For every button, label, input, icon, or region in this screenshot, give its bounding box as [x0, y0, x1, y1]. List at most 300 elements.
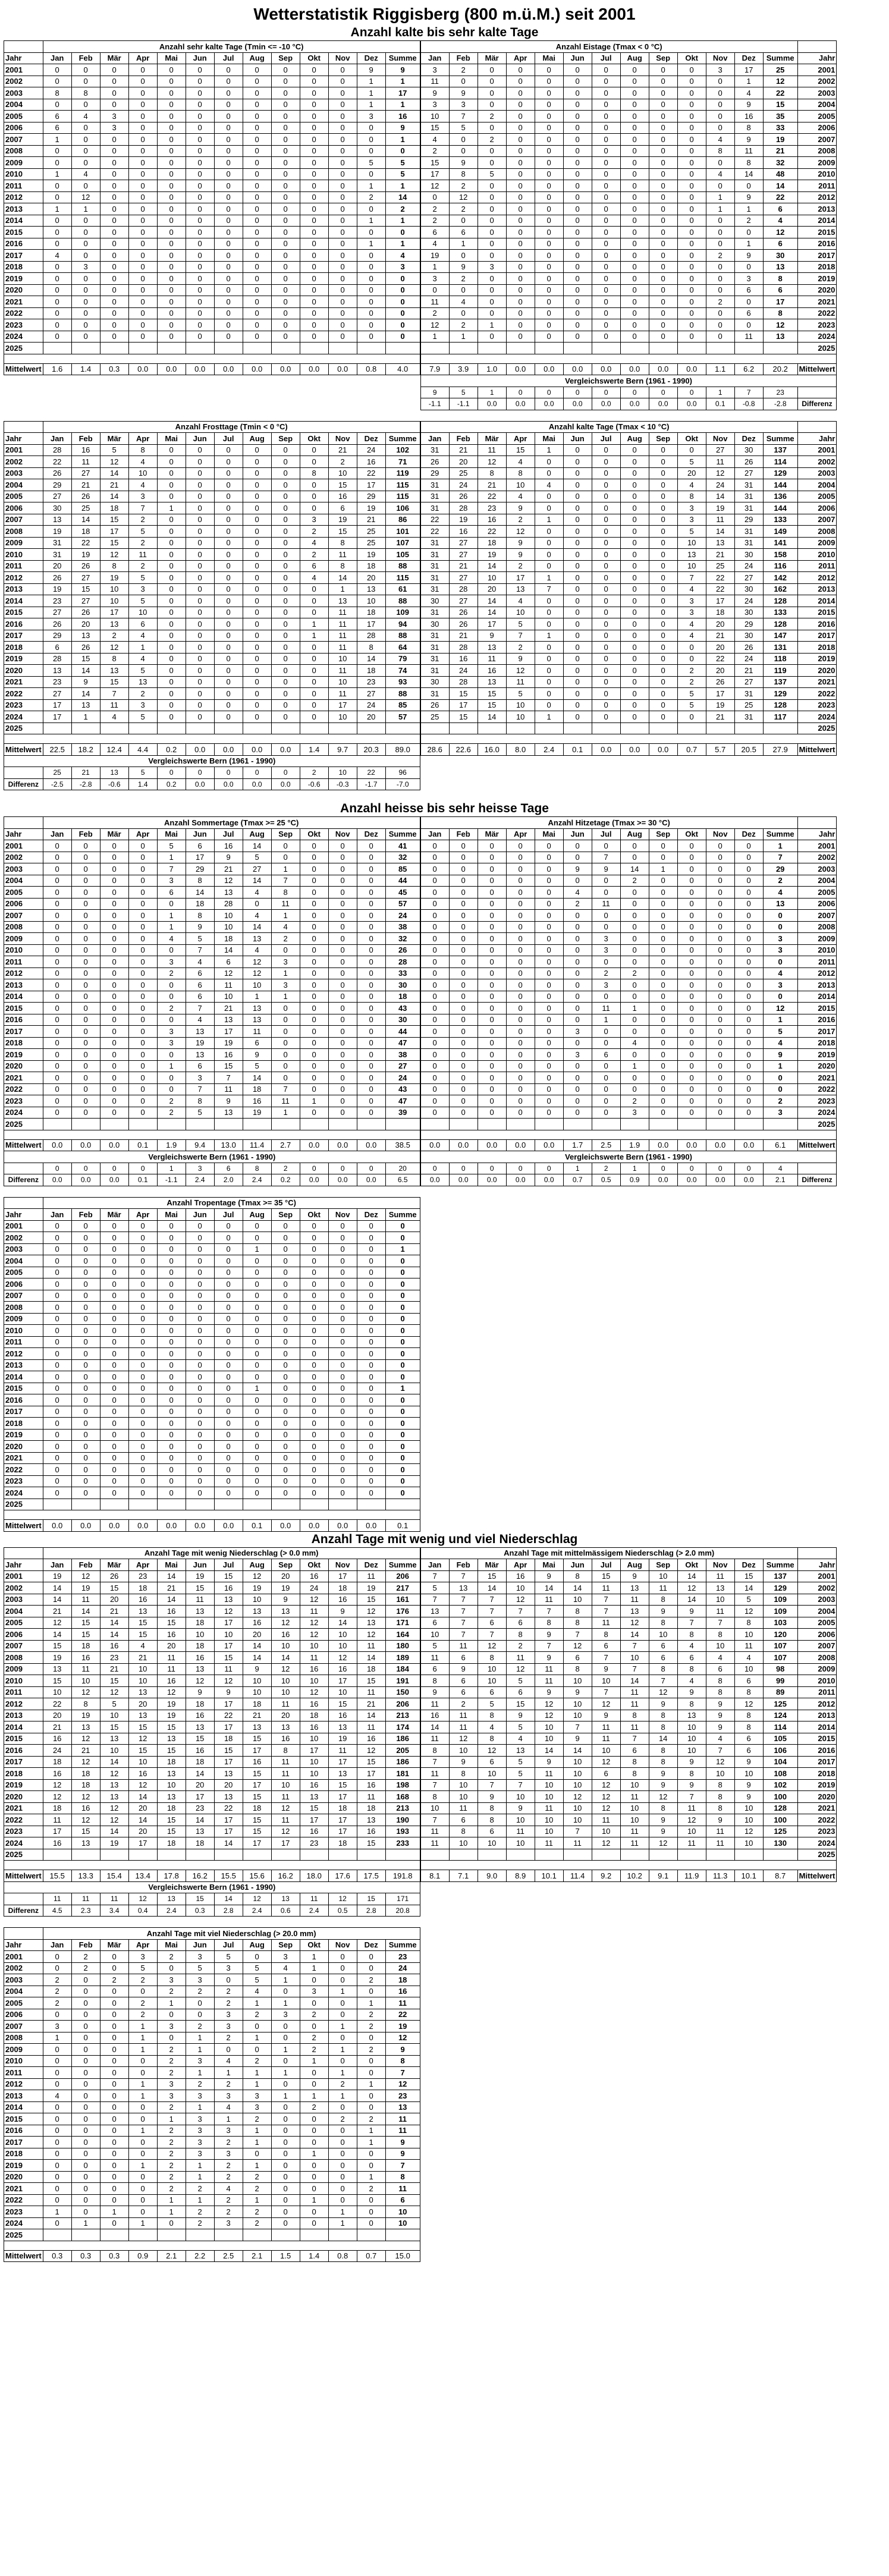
- value-cell: 0: [328, 2032, 357, 2044]
- value-cell: 23: [186, 1802, 214, 1814]
- table-row: [420, 467, 837, 479]
- value-cell: 0: [592, 1026, 620, 1038]
- value-cell: 9: [328, 1606, 357, 1617]
- value-cell: 0: [478, 1026, 506, 1038]
- value-cell: 0: [43, 1487, 71, 1499]
- value-cell: 15: [43, 1640, 71, 1652]
- value-cell: 1: [300, 1951, 328, 1963]
- value-cell: 11: [328, 607, 357, 618]
- value-cell: 0: [592, 261, 620, 273]
- value-cell: 0: [271, 203, 300, 215]
- value-cell: 14: [186, 1768, 214, 1780]
- value-cell: 0: [186, 87, 214, 99]
- value-cell: 6: [449, 1814, 478, 1826]
- value-cell: 0: [677, 933, 706, 945]
- value-cell: 3: [186, 2090, 214, 2102]
- mean-cell: 0.0: [243, 363, 271, 375]
- value-cell: 0: [478, 1072, 506, 1084]
- table-row: [420, 514, 837, 526]
- value-cell: 4: [300, 537, 328, 549]
- value-cell: 137: [763, 1570, 797, 1582]
- value-cell: [300, 1849, 328, 1861]
- year-cell: 2022: [4, 307, 43, 319]
- value-cell: 0: [100, 1220, 128, 1232]
- value-cell: 24: [706, 479, 734, 491]
- value-cell: 0: [592, 273, 620, 285]
- value-cell: 0: [157, 1232, 186, 1244]
- value-cell: 0: [71, 2032, 100, 2044]
- year-cell: 2003: [797, 467, 837, 479]
- value-cell: 16: [328, 1663, 357, 1675]
- value-cell: 2: [157, 2137, 186, 2148]
- value-cell: 0: [128, 2113, 157, 2125]
- value-cell: 11: [300, 1606, 328, 1617]
- value-cell: 0: [677, 99, 706, 111]
- value-cell: 16: [449, 653, 478, 665]
- value-cell: [478, 1849, 506, 1861]
- value-cell: 11: [535, 1802, 563, 1814]
- value-cell: 0: [300, 1290, 328, 1302]
- gap-row: [420, 1861, 837, 1870]
- comparison-cell: 14: [214, 1893, 243, 1905]
- year-header: Jahr: [4, 1209, 43, 1221]
- value-cell: 0: [677, 145, 706, 157]
- value-cell: 12: [357, 1629, 385, 1641]
- value-cell: 0: [563, 711, 592, 723]
- table-row: [4, 1802, 420, 1814]
- value-cell: 17: [449, 699, 478, 711]
- year-cell: 2008: [4, 145, 43, 157]
- year-cell: 2018: [797, 1037, 837, 1049]
- value-cell: 13: [449, 1582, 478, 1594]
- value-cell: 0: [128, 1003, 157, 1014]
- value-cell: 0: [186, 1302, 214, 1314]
- comparison-cell: 12: [243, 1893, 271, 1905]
- header-row: [4, 52, 420, 64]
- mean-cell: 0.0: [300, 363, 328, 375]
- difference-row: [4, 1174, 420, 1186]
- value-cell: 0: [357, 898, 385, 910]
- value-cell: 0: [71, 1290, 100, 1302]
- value-cell: 0: [157, 979, 186, 991]
- value-cell: 12: [420, 180, 449, 192]
- value-cell: 0: [157, 630, 186, 642]
- value-cell: 0: [328, 2194, 357, 2206]
- value-cell: 3: [157, 2021, 186, 2032]
- value-cell: 0: [100, 863, 128, 875]
- value-cell: 0: [328, 1336, 357, 1348]
- value-cell: 0: [563, 607, 592, 618]
- value-cell: 0: [100, 1986, 128, 1997]
- value-cell: 18: [186, 1698, 214, 1710]
- value-cell: 6: [649, 1640, 677, 1652]
- difference-cell: 0.7: [563, 1174, 592, 1186]
- value-cell: [128, 1849, 157, 1861]
- value-cell: 0: [71, 1464, 100, 1476]
- table-row: [4, 2217, 420, 2229]
- value-cell: 2: [186, 2217, 214, 2229]
- value-cell: 8: [478, 1733, 506, 1745]
- value-cell: 7: [592, 1594, 620, 1606]
- value-cell: 19: [357, 502, 385, 514]
- year-cell: 2023: [4, 319, 43, 331]
- table-row: [4, 933, 420, 945]
- value-cell: 0: [649, 514, 677, 526]
- value-cell: 0: [128, 307, 157, 319]
- year-cell: 2022: [4, 2194, 43, 2206]
- value-cell: [420, 1849, 449, 1861]
- difference-cell: 0.0: [100, 1174, 128, 1186]
- year-cell: 2016: [4, 238, 43, 250]
- value-cell: 0: [449, 967, 478, 979]
- column-header: Nov: [706, 52, 734, 64]
- value-cell: 0: [186, 467, 214, 479]
- table-row: [4, 145, 420, 157]
- value-cell: 0: [43, 933, 71, 945]
- table-row: [420, 1107, 837, 1119]
- mean-cell: 0.3: [71, 2250, 100, 2262]
- value-cell: 0: [592, 87, 620, 99]
- value-cell: 31: [734, 526, 763, 538]
- value-cell: 0: [128, 840, 157, 852]
- gap-cell: [420, 1861, 837, 1870]
- value-cell: 11: [157, 1652, 186, 1664]
- value-cell: 12: [734, 1698, 763, 1710]
- value-cell: 0: [71, 227, 100, 238]
- value-cell: 0: [300, 967, 328, 979]
- value-cell: 2: [563, 898, 592, 910]
- value-cell: 0: [506, 921, 535, 933]
- table-row: [4, 1849, 420, 1861]
- mean-cell: 1.7: [563, 1139, 592, 1151]
- value-cell: 0: [420, 1003, 449, 1014]
- value-cell: 0: [71, 933, 100, 945]
- value-cell: 0: [100, 331, 128, 343]
- value-cell: 5: [186, 1107, 214, 1119]
- value-cell: 19: [385, 2021, 420, 2032]
- value-cell: 7: [763, 852, 797, 863]
- value-cell: 0: [271, 1049, 300, 1061]
- value-cell: 6: [677, 1652, 706, 1664]
- value-cell: 0: [43, 2044, 71, 2056]
- value-cell: 20: [478, 583, 506, 595]
- value-cell: 0: [328, 1406, 357, 1418]
- value-cell: 0: [128, 944, 157, 956]
- value-cell: 0: [243, 331, 271, 343]
- value-cell: 0: [649, 967, 677, 979]
- value-cell: 0: [214, 653, 243, 665]
- value-cell: 0: [734, 875, 763, 887]
- value-cell: 1: [300, 2194, 328, 2206]
- value-cell: 180: [385, 1640, 420, 1652]
- value-cell: 7: [620, 1663, 649, 1675]
- column-header: Jul: [592, 1559, 620, 1571]
- table-row: [4, 2090, 420, 2102]
- column-header: Mär: [478, 828, 506, 840]
- column-header: Mai: [535, 433, 563, 445]
- value-cell: 0: [157, 514, 186, 526]
- value-cell: 0: [100, 921, 128, 933]
- table-eistage: [420, 40, 837, 410]
- value-cell: 0: [328, 910, 357, 922]
- value-cell: [385, 2229, 420, 2241]
- value-cell: 0: [271, 1255, 300, 1267]
- year-cell: 2025: [4, 1499, 43, 1510]
- value-cell: [357, 1849, 385, 1861]
- value-cell: 3: [157, 875, 186, 887]
- comparison-cell: 0: [43, 1163, 71, 1174]
- value-cell: 9: [186, 921, 214, 933]
- table-row: [4, 1582, 420, 1594]
- value-cell: 0: [243, 1278, 271, 1290]
- value-cell: 8: [677, 1663, 706, 1675]
- value-cell: 0: [328, 852, 357, 863]
- value-cell: 0: [271, 1072, 300, 1084]
- value-cell: 0: [357, 1037, 385, 1049]
- value-cell: 22: [420, 526, 449, 538]
- value-cell: 0: [357, 1095, 385, 1107]
- value-cell: 0: [449, 145, 478, 157]
- value-cell: 0: [478, 1037, 506, 1049]
- value-cell: 25: [357, 537, 385, 549]
- table-row: [4, 99, 420, 111]
- gap-cell: [4, 1130, 420, 1139]
- mean-cell: 16.0: [478, 744, 506, 756]
- year-cell: 2020: [4, 2171, 43, 2183]
- value-cell: 15: [71, 653, 100, 665]
- value-cell: 31: [420, 444, 449, 456]
- value-cell: 11: [620, 1721, 649, 1733]
- value-cell: 10: [506, 699, 535, 711]
- value-cell: 43: [385, 1083, 420, 1095]
- value-cell: 11: [649, 1582, 677, 1594]
- table-row: [4, 227, 420, 238]
- year-cell: 2009: [4, 933, 43, 945]
- year-cell: 2020: [4, 284, 43, 296]
- value-cell: 0: [328, 2171, 357, 2183]
- value-cell: 2: [100, 1974, 128, 1986]
- value-cell: 0: [300, 1302, 328, 1314]
- value-cell: 27: [385, 1060, 420, 1072]
- value-cell: 19: [157, 1698, 186, 1710]
- value-cell: 18: [186, 1837, 214, 1849]
- value-cell: 24: [734, 653, 763, 665]
- column-header: Dez: [734, 828, 763, 840]
- value-cell: 0: [186, 1464, 214, 1476]
- value-cell: 0: [271, 2137, 300, 2148]
- value-cell: 29: [420, 467, 449, 479]
- value-cell: 0: [328, 1974, 357, 1986]
- value-cell: 0: [300, 1037, 328, 1049]
- year-cell: 2015: [797, 1733, 837, 1745]
- value-cell: 0: [620, 1083, 649, 1095]
- value-cell: 5: [243, 1974, 271, 1986]
- value-cell: 6: [620, 1745, 649, 1757]
- comparison-cell: 0: [300, 1163, 328, 1174]
- table-caption: Anzahl Frosttage (Tmin < 0 °C): [43, 421, 420, 433]
- year-cell: 2008: [4, 526, 43, 538]
- value-cell: 10: [328, 1640, 357, 1652]
- value-cell: 0: [271, 191, 300, 203]
- value-cell: 3: [677, 607, 706, 618]
- value-cell: 0: [506, 910, 535, 922]
- value-cell: 0: [649, 122, 677, 134]
- value-cell: 11: [592, 1617, 620, 1629]
- value-cell: 0: [592, 64, 620, 76]
- value-cell: [271, 1119, 300, 1130]
- value-cell: 0: [71, 1325, 100, 1337]
- comparison-cell: 0: [706, 1163, 734, 1174]
- value-cell: 0: [300, 2160, 328, 2172]
- difference-cell: -7.0: [385, 778, 420, 790]
- value-cell: 0: [328, 1220, 357, 1232]
- value-cell: 0: [420, 1037, 449, 1049]
- mean-cell: 9.1: [649, 1870, 677, 1882]
- year-cell: 2005: [4, 111, 43, 122]
- table-row: [4, 898, 420, 910]
- value-cell: 12: [100, 1686, 128, 1698]
- table-caption: Anzahl Tage mit wenig Niederschlag (> 0.0 mm): [43, 1547, 420, 1559]
- value-cell: [677, 722, 706, 734]
- table-row: [4, 180, 420, 192]
- value-cell: 0: [186, 456, 214, 468]
- value-cell: 3: [563, 1026, 592, 1038]
- value-cell: 9: [734, 191, 763, 203]
- value-cell: 0: [71, 2078, 100, 2090]
- value-cell: 0: [328, 1014, 357, 1026]
- value-cell: 25: [763, 64, 797, 76]
- value-cell: 4: [243, 944, 271, 956]
- value-cell: 15: [478, 688, 506, 700]
- value-cell: 12: [506, 526, 535, 538]
- value-cell: 9: [385, 2148, 420, 2160]
- value-cell: 0: [271, 1026, 300, 1038]
- value-cell: 0: [478, 238, 506, 250]
- value-cell: 0: [100, 1951, 128, 1963]
- column-header: Feb: [71, 1209, 100, 1221]
- value-cell: 0: [128, 898, 157, 910]
- value-cell: 0: [328, 2160, 357, 2172]
- year-cell: 2002: [797, 76, 837, 87]
- column-header: Jul: [592, 828, 620, 840]
- table-row: [4, 1119, 420, 1130]
- hot-tables-row: [4, 816, 885, 1186]
- value-cell: 0: [71, 1452, 100, 1464]
- value-cell: 0: [563, 467, 592, 479]
- value-cell: 137: [763, 676, 797, 688]
- value-cell: 0: [506, 1107, 535, 1119]
- value-cell: 0: [71, 1003, 100, 1014]
- value-cell: 14: [71, 665, 100, 677]
- value-cell: 0: [592, 630, 620, 642]
- value-cell: 0: [535, 526, 563, 538]
- column-header: Jan: [420, 433, 449, 445]
- spacer-cell: [4, 767, 43, 779]
- value-cell: 1: [620, 1003, 649, 1014]
- value-cell: 1: [385, 76, 420, 87]
- value-cell: 0: [214, 250, 243, 262]
- value-cell: 0: [535, 307, 563, 319]
- value-cell: 16: [478, 665, 506, 677]
- mean-cell: 191.8: [385, 1870, 420, 1882]
- value-cell: 108: [763, 1768, 797, 1780]
- value-cell: 21: [449, 630, 478, 642]
- stat-table: [4, 1547, 420, 1917]
- difference-cell: 0.0: [300, 1174, 328, 1186]
- value-cell: 0: [300, 99, 328, 111]
- table-row: [4, 1107, 420, 1119]
- year-cell: 2023: [4, 699, 43, 711]
- value-cell: 0: [420, 887, 449, 899]
- value-cell: 0: [186, 1383, 214, 1394]
- value-cell: 0: [214, 145, 243, 157]
- value-cell: 5: [385, 157, 420, 169]
- year-cell: 2009: [797, 157, 837, 169]
- table-row: [4, 296, 420, 308]
- table-row: [4, 456, 420, 468]
- table-row: [420, 642, 837, 654]
- value-cell: 0: [271, 1243, 300, 1255]
- value-cell: 0: [214, 549, 243, 561]
- value-cell: 0: [300, 1255, 328, 1267]
- comparison-cell: 15: [357, 1893, 385, 1905]
- value-cell: 8: [620, 1756, 649, 1768]
- value-cell: [271, 1499, 300, 1510]
- value-cell: 12: [357, 1606, 385, 1617]
- value-cell: 3: [300, 1986, 328, 1997]
- value-cell: 0: [592, 284, 620, 296]
- value-cell: 0: [328, 1394, 357, 1406]
- value-cell: 12: [763, 227, 797, 238]
- value-cell: 0: [535, 910, 563, 922]
- value-cell: 21: [71, 1745, 100, 1757]
- value-cell: 174: [385, 1721, 420, 1733]
- value-cell: 9: [649, 1814, 677, 1826]
- value-cell: 0: [100, 1278, 128, 1290]
- table-row: [4, 1617, 420, 1629]
- value-cell: 0: [357, 261, 385, 273]
- value-cell: 12: [300, 1629, 328, 1641]
- value-cell: 0: [100, 1441, 128, 1453]
- value-cell: 107: [763, 1652, 797, 1664]
- year-cell: 2025: [4, 2229, 43, 2241]
- value-cell: 0: [186, 1997, 214, 2009]
- value-cell: 0: [100, 1962, 128, 1974]
- value-cell: 0: [734, 1014, 763, 1026]
- value-cell: 0: [592, 875, 620, 887]
- table-row: [4, 642, 420, 654]
- table-row: [4, 1652, 420, 1664]
- value-cell: 0: [128, 331, 157, 343]
- comparison-cell: 0: [357, 1163, 385, 1174]
- value-cell: 0: [300, 1026, 328, 1038]
- value-cell: 0: [186, 168, 214, 180]
- value-cell: 0: [243, 1232, 271, 1244]
- value-cell: 10: [420, 111, 449, 122]
- value-cell: 9: [243, 1663, 271, 1675]
- header-row: [420, 433, 837, 445]
- table-caption: Anzahl Tropentage (Tmax >= 35 °C): [43, 1197, 420, 1209]
- value-cell: 0: [357, 1302, 385, 1314]
- value-cell: 2: [100, 630, 128, 642]
- table-row: [4, 1570, 420, 1582]
- value-cell: 0: [357, 2194, 385, 2206]
- value-cell: 0: [734, 933, 763, 945]
- year-cell: 2016: [4, 1745, 43, 1757]
- value-cell: 0: [563, 630, 592, 642]
- value-cell: 3: [214, 2125, 243, 2137]
- value-cell: 13: [243, 933, 271, 945]
